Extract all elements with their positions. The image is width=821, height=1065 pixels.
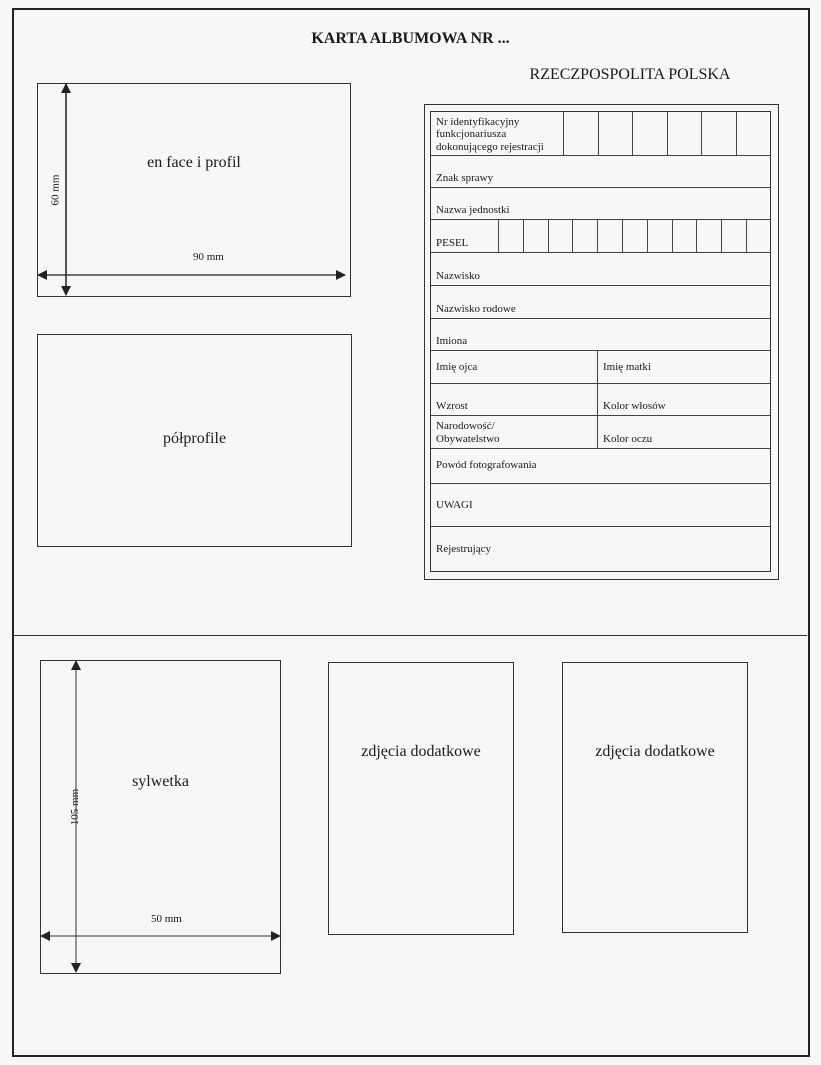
digit-box[interactable] (572, 220, 597, 252)
field-label: Imiona (436, 334, 468, 347)
digit-box[interactable] (563, 112, 598, 155)
digit-box[interactable] (598, 112, 633, 155)
form-row-parents[interactable] (431, 351, 770, 384)
form-row-surname[interactable] (431, 253, 770, 286)
column-divider (597, 351, 598, 383)
digit-box[interactable] (746, 220, 769, 252)
field-label: Znak sprawy (436, 171, 494, 184)
digit-box[interactable] (597, 220, 622, 252)
field-label: Powód fotografowania (436, 458, 537, 471)
field-label: PESEL (436, 236, 469, 249)
column-divider (597, 416, 598, 448)
label-line: Narodowość/ (436, 420, 495, 432)
digit-box[interactable] (701, 112, 736, 155)
field-label: Nazwisko rodowe (436, 302, 516, 315)
height-dimension-label: 60 mm (49, 174, 62, 206)
label-line: funkcjonariusza (436, 128, 507, 140)
photo-box-label: sylwetka (132, 773, 189, 790)
form-row-unit-name[interactable] (431, 188, 770, 220)
form-row-photo-reason[interactable] (431, 449, 770, 484)
digit-box[interactable] (498, 220, 523, 252)
field-label: Wzrost (436, 399, 468, 412)
width-dimension-label: 90 mm (193, 251, 224, 263)
form-row-registrar[interactable] (431, 527, 770, 570)
digit-box[interactable] (647, 220, 672, 252)
field-label: Nazwisko (436, 269, 480, 282)
field-label: Nazwa jednostki (436, 203, 510, 216)
digit-box[interactable] (548, 220, 573, 252)
digit-box[interactable] (721, 220, 746, 252)
officer-id-boxes[interactable] (563, 112, 770, 155)
form-row-case-ref[interactable] (431, 156, 770, 188)
photo-box-label: en face i profil (147, 154, 241, 171)
digit-box[interactable] (736, 112, 770, 155)
registration-form (430, 111, 771, 572)
digit-box[interactable] (632, 112, 667, 155)
digit-box[interactable] (667, 112, 702, 155)
form-row-nationality-eyes[interactable] (431, 416, 770, 449)
photo-box-label: zdjęcia dodatkowe (595, 743, 715, 760)
country-name: RZECZPOSPOLITA POLSKA (529, 66, 731, 83)
field-label: UWAGI (436, 498, 473, 511)
digit-box[interactable] (523, 220, 548, 252)
form-row-officer-id (431, 112, 770, 156)
field-label: Imię matki (603, 361, 651, 373)
form-row-first-names[interactable] (431, 319, 770, 351)
label-line: Nr identyfikacyjny (436, 115, 520, 128)
form-row-height-hair[interactable] (431, 384, 770, 416)
field-label (436, 420, 500, 445)
label-line: dokonującego rejestracji (436, 140, 544, 153)
height-dimension-label: 105 mm (69, 788, 82, 826)
width-dimension-label: 50 mm (151, 913, 182, 925)
photo-box-label: półprofile (162, 430, 227, 447)
digit-box[interactable] (622, 220, 647, 252)
field-label: Rejestrujący (436, 542, 491, 555)
field-label (436, 116, 544, 154)
digit-box[interactable] (696, 220, 721, 252)
card-title: KARTA ALBUMOWA NR ... (311, 30, 510, 47)
column-divider (597, 384, 598, 415)
pesel-boxes[interactable] (498, 220, 770, 252)
form-row-remarks[interactable] (431, 484, 770, 527)
form-row-family-name[interactable] (431, 286, 770, 319)
field-label: Kolor oczu (603, 433, 653, 445)
photo-box-label: zdjęcia dodatkowe (361, 743, 481, 760)
form-row-pesel (431, 220, 770, 253)
digit-box[interactable] (672, 220, 697, 252)
field-label: Kolor włosów (603, 400, 666, 412)
field-label: Imię ojca (436, 360, 478, 373)
label-line: Obywatelstwo (436, 432, 500, 445)
